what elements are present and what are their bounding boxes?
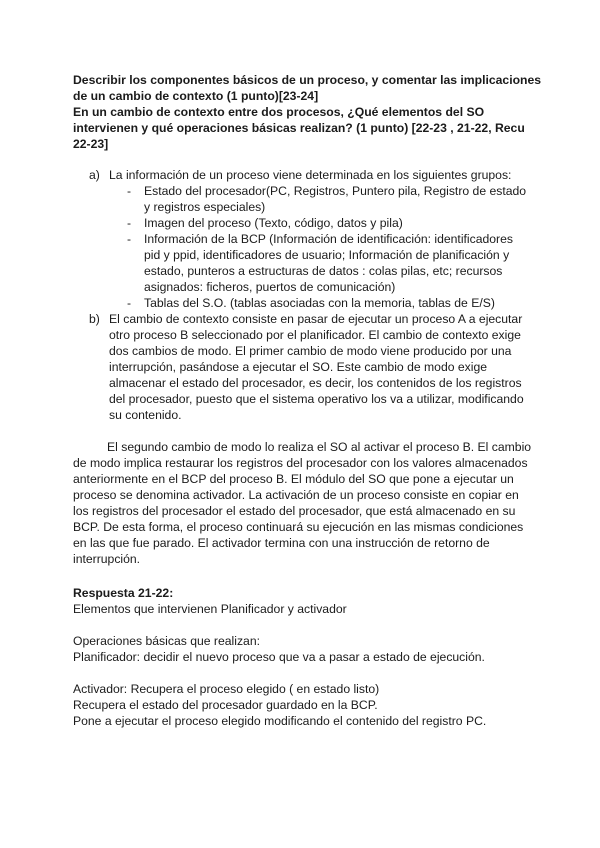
respuesta-ops-title: Operaciones básicas que realizan:	[73, 634, 260, 648]
group-item-bcp: Información de la BCP (Información de identificación: identificadores pid y ppid, identificadores de usuario; Información de planificación y estado, punteros a estructuras de datos : colas pilas, etc; recursos asignados: ficheros, puertos de comunicación)	[144, 232, 513, 294]
activator-paragraph: El segundo cambio de modo lo realiza el SO al activar el proceso B. El cambio de modo implica restaurar los registros del procesador con los valores almacenados anteriormente en el BCP del proceso B. El módulo del SO que pone a ejecutar un proceso se denomina activador. La activación de un proceso consiste en copiar en los registros del procesador el estado del procesador, que está almacenado en su BCP. De esta forma, el proceso continuará su ejecución en las mismas condiciones en las que fue parado. El activador termina con una instrucción de retorno de interrupción.	[73, 440, 532, 566]
group-item-processor-state: Estado del procesador(PC, Registros, Puntero pila, Registro de estado y registros especiales)	[144, 184, 527, 214]
answer-a	[89, 167, 529, 183]
list-item	[89, 183, 529, 215]
answer-b-text: El cambio de contexto consiste en pasar de ejecutar un proceso A a ejecutar otro proceso B seleccionado por el planificador. El cambio de contexto exige dos cambios de modo. El primer cambio de modo viene producido por una interrupción, pasándose a ejecutar el SO. Este cambio de modo exige almacenar el estado del procesador, es decir, los contenidos de los registros del procesador, puesto que el sistema operativo los va a utilizar, modificando su contenido.	[109, 312, 524, 422]
respuesta-activador-2: Recupera el estado del procesador guardado en la BCP.	[73, 698, 378, 712]
question-heading	[73, 72, 543, 152]
process-groups-list	[89, 183, 529, 311]
answer-b	[89, 311, 529, 423]
answer-a-intro: La información de un proceso viene determinada en los siguientes grupos:	[109, 168, 512, 182]
dash-marker: -	[127, 296, 132, 310]
list-item	[89, 231, 529, 295]
respuesta-title: Respuesta 21-22:	[73, 586, 174, 600]
group-item-process-image: Imagen del proceso (Texto, código, datos y pila)	[144, 216, 403, 230]
respuesta-section	[73, 585, 543, 729]
respuesta-activador-3: Pone a ejecutar el proceso elegido modificando el contenido del registro PC.	[73, 714, 487, 728]
dash-marker: -	[127, 216, 132, 230]
list-item	[89, 295, 529, 311]
answer-list	[89, 167, 529, 423]
respuesta-elements: Elementos que intervienen Planificador y activador	[73, 602, 347, 616]
dash-marker: -	[127, 232, 132, 246]
list-marker-b: b)	[89, 312, 100, 326]
question-line-1: Describir los componentes básicos de un proceso, y comentar las implicaciones de un cambio de contexto (1 punto)[23-24]	[73, 73, 542, 103]
respuesta-planificador: Planificador: decidir el nuevo proceso que va a pasar a estado de ejecución.	[73, 650, 485, 664]
question-line-2: En un cambio de contexto entre dos procesos, ¿Qué elementos del SO intervienen y qué operaciones básicas realizan? (1 punto) [22-23 , 21-22, Recu 22-23]	[73, 105, 525, 151]
list-marker-a: a)	[89, 168, 100, 182]
group-item-os-tables: Tablas del S.O. (tablas asociadas con la memoria, tablas de E/S)	[144, 296, 495, 310]
dash-marker: -	[127, 184, 132, 198]
list-item	[89, 215, 529, 231]
respuesta-activador-1: Activador: Recupera el proceso elegido ( en estado listo)	[73, 682, 380, 696]
